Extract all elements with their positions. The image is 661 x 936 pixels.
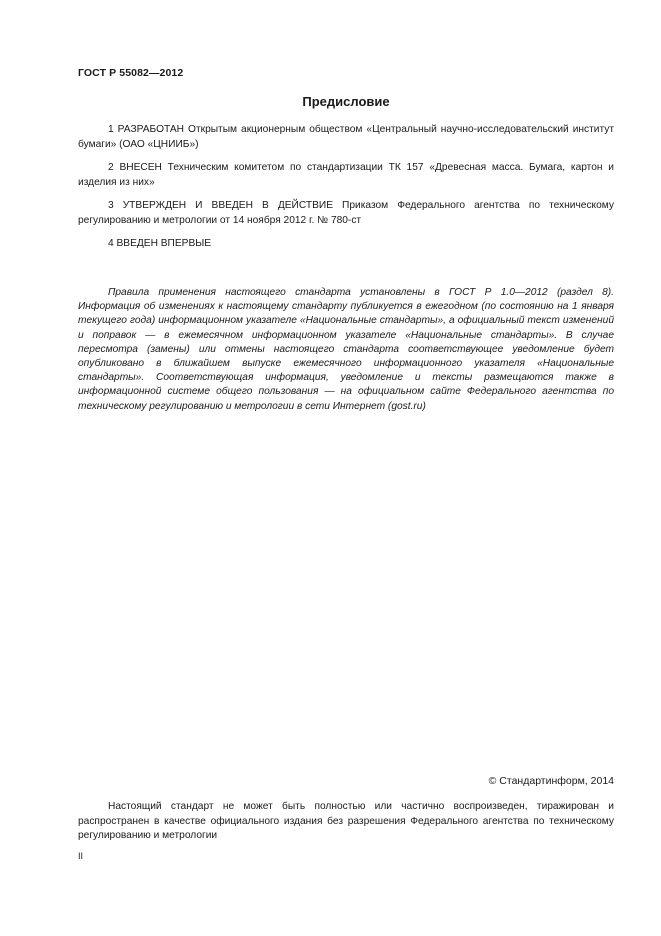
legal-notice: Настоящий стандарт не может быть полностью или частично воспроизведен, тиражирован и распространен в качестве официального издания без разрешения Федерального агентства по техническому регулированию и метрологии	[78, 801, 614, 841]
page-number: II	[78, 851, 84, 861]
foreword-item-2: 2 ВНЕСЕН Техническим комитетом по стандартизации ТК 157 «Древесная масса. Бумага, картон и изделия из них»	[78, 162, 614, 188]
page-title: Предисловие	[302, 94, 390, 109]
foreword-item-4: 4 ВВЕДЕН ВПЕРВЫЕ	[108, 238, 212, 249]
copyright-line: © Стандартинформ, 2014	[488, 775, 614, 787]
application-rules-notice: Правила применения настоящего стандарта установлены в ГОСТ Р 1.0—2012 (раздел 8). Информация об изменениях к настоящему стандарту публикуется в ежегодном (по состоянию на 1 января текущего года) информационном указателе «Национальные стандарты», а официальный текст изменений и поправок — в ежемесячном информационном указателе «Национальные стандарты». В случае пересмотра (замены) или отмены настоящего стандарта соответствующее уведомление будет опубликовано в ближайшем выпуске ежемесячного информационного указателя «Национальные стандарты». Соответствующая информация, уведомление и тексты размещаются также в информационной системе общего пользования — на официальном сайте Федерального агентства по техническому регулированию и метрологии в сети Интернет (gost.ru)	[78, 287, 614, 412]
document-header-code: ГОСТ Р 55082—2012	[78, 67, 184, 79]
foreword-item-3: 3 УТВЕРЖДЕН И ВВЕДЕН В ДЕЙСТВИЕ Приказом Федерального агентства по техническому регулированию и метрологии от 14 ноября 2012 г. № 780-ст	[78, 200, 614, 226]
foreword-item-1: 1 РАЗРАБОТАН Открытым акционерным обществом «Центральный научно-исследовательский институт бумаги» (ОАО «ЦНИИБ»)	[78, 124, 614, 150]
